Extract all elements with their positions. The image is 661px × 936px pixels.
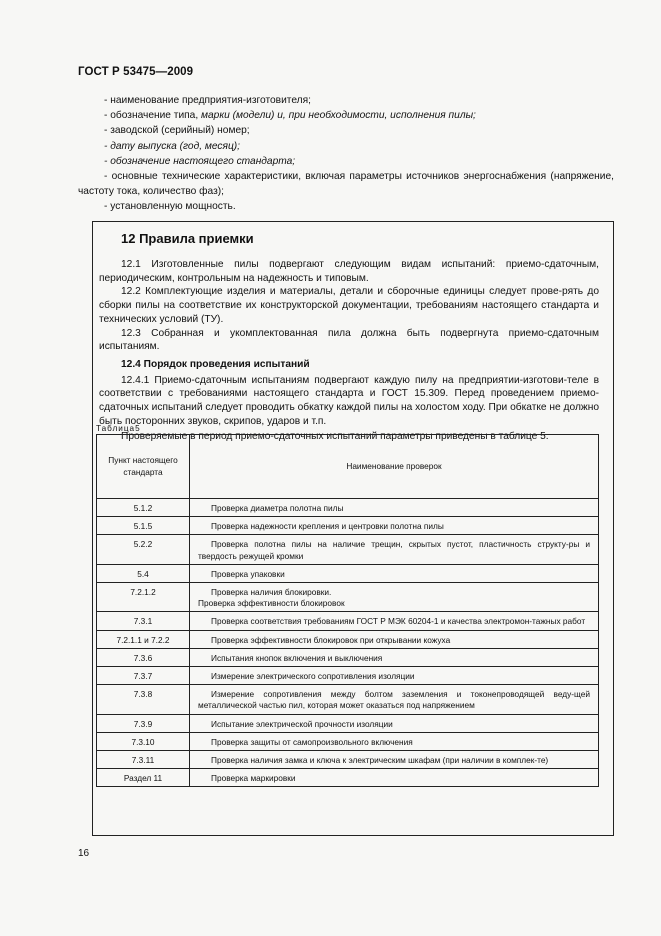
check-cell: Измерение сопротивления между болтом заземления и токонепроводящей веду-щей металлической частью пил, которая может оказаться под напряжением — [190, 685, 599, 714]
check-cell: Проверка маркировки — [190, 769, 599, 787]
table-row — [97, 685, 599, 714]
clause-cell: 5.1.2 — [97, 499, 190, 517]
table-label: Таблица5 — [96, 424, 141, 433]
list-item: - заводской (серийный) номер; — [104, 125, 250, 137]
clause-cell: 7.3.6 — [97, 648, 190, 666]
subsection-title: 12.4 Порядок проведения испытаний — [121, 358, 310, 370]
clause-cell: 7.2.1.1 и 7.2.2 — [97, 630, 190, 648]
list-item-italic: марки (модели) и, при необходимости, исполнения пилы; — [201, 110, 476, 122]
clause-cell: 7.3.7 — [97, 667, 190, 685]
clause-cell: 7.3.1 — [97, 612, 190, 630]
clause-cell: 5.4 — [97, 564, 190, 582]
list-item: - обозначение настоящего стандарта; — [104, 155, 296, 167]
table-row — [97, 732, 599, 750]
check-cell: Проверка защиты от самопроизвольного включения — [190, 732, 599, 750]
clause-cell: 7.3.11 — [97, 751, 190, 769]
paragraph-12-2: 12.2 Комплектующие изделия и материалы, детали и сборочные единицы следует прове-рять до сборки пилы на соответствие их конструкторской документации, требованиям настоящего стандарта и технических условий (ТУ). — [99, 286, 599, 325]
section-body — [99, 258, 599, 444]
clause-cell: 5.2.2 — [97, 535, 190, 564]
header-clause: Пункт настоящего стандарта — [97, 435, 190, 499]
checks-table — [96, 434, 599, 787]
table-row — [97, 769, 599, 787]
table-row — [97, 630, 599, 648]
list-item: - дату выпуска (год, месяц); — [104, 140, 240, 152]
table-row — [97, 714, 599, 732]
check-cell: Измерение электрического сопротивления изоляции — [190, 667, 599, 685]
list-item — [78, 108, 614, 123]
table-header-row — [97, 435, 599, 499]
header-checks: Наименование проверок — [190, 435, 599, 499]
table-row — [97, 612, 599, 630]
check-cell: Проверка наличия блокировки. Проверка эффективности блокировок — [190, 583, 599, 612]
table-row — [97, 667, 599, 685]
table-row — [97, 564, 599, 582]
clause-cell: Раздел 11 — [97, 769, 190, 787]
check-cell: Проверка эффективности блокировок при открывании кожуха — [190, 630, 599, 648]
check-cell: Испытания кнопок включения и выключения — [190, 648, 599, 666]
table-row — [97, 583, 599, 612]
document-code: ГОСТ Р 53475—2009 — [78, 66, 194, 78]
paragraph-table-ref: Проверяемые в период приемо-сдаточных испытаний параметры приведены в таблице 5. — [121, 431, 549, 443]
check-cell: Проверка полотна пилы на наличие трещин, скрытых пустот, пластичность структу-ры и твердость режущей кромки — [190, 535, 599, 564]
list-item-plain: - обозначение типа, — [104, 110, 201, 122]
check-cell: Испытание электрической прочности изоляции — [190, 714, 599, 732]
table-row — [97, 517, 599, 535]
paragraph-12-3: 12.3 Собранная и укомплектованная пила должна быть подвергнута приемо-сдаточным испытаниям. — [99, 327, 599, 353]
clause-cell: 7.3.8 — [97, 685, 190, 714]
list-item: - установленную мощность. — [104, 201, 236, 213]
marking-list — [78, 93, 614, 215]
clause-cell: 7.2.1.2 — [97, 583, 190, 612]
clause-cell: 7.3.10 — [97, 732, 190, 750]
check-cell: Проверка наличия замка и ключа к электрическим шкафам (при наличии в комплек-те) — [190, 751, 599, 769]
check-cell: Проверка надежности крепления и центровки полотна пилы — [190, 517, 599, 535]
clause-cell: 5.1.5 — [97, 517, 190, 535]
table-row — [97, 535, 599, 564]
section-title: 12 Правила приемки — [121, 231, 254, 246]
clause-cell: 7.3.9 — [97, 714, 190, 732]
table-row — [97, 648, 599, 666]
table-row — [97, 499, 599, 517]
check-cell: Проверка диаметра полотна пилы — [190, 499, 599, 517]
check-cell: Проверка упаковки — [190, 564, 599, 582]
paragraph-12-4-1: 12.4.1 Приемо-сдаточным испытаниям подвергают каждую пилу на предприятии-изготови-теле в соответствии с требованиями настоящего стандарта и ГОСТ 15.309. Перед проведением приемо-сдаточных испытаний следует проводить обкатку каждой пилы на холостом ходу. При обкатке не должно быть посторонних звуков, скрипов, ударов и т.п. — [99, 374, 599, 427]
table-row — [97, 751, 599, 769]
page-number: 16 — [78, 848, 90, 859]
paragraph-12-1: 12.1 Изготовленные пилы подвергают следующим видам испытаний: приемо-сдаточным, периодическим, контрольным на надежность и типовым. — [99, 259, 599, 284]
list-item: - наименование предприятия-изготовителя; — [104, 95, 311, 106]
list-item: - основные технические характеристики, включая параметры источников энергоснабжения (напряжение, частоту тока, количество фаз); — [78, 171, 614, 198]
check-cell: Проверка соответствия требованиям ГОСТ Р МЭК 60204-1 и качества электромон-тажных работ — [190, 612, 599, 630]
